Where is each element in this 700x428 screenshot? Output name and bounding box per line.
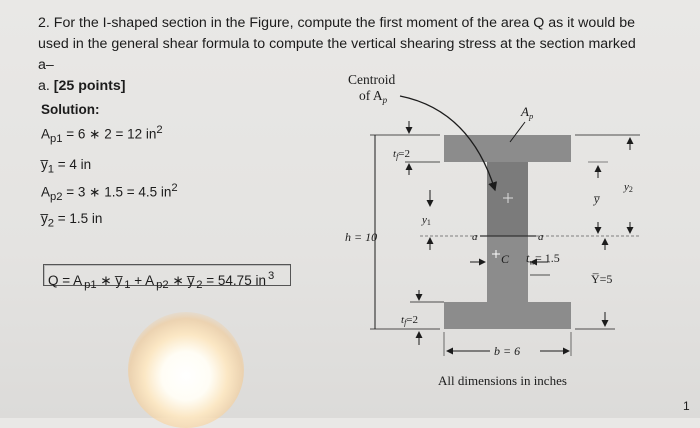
points-label: [25 points] <box>53 78 126 94</box>
dimensions-note: All dimensions in inches <box>438 373 567 388</box>
eq-ybar-2: $y̅_2 = 1.5$ in <box>41 211 103 230</box>
ybar-label: y̅ <box>594 192 600 206</box>
section-label-a-right: a <box>538 231 544 243</box>
tf-top-label: tf=2 <box>393 148 411 161</box>
y2-label: y2 <box>624 181 633 194</box>
eq-area-1: $A_{p1} = 6$ ∗ 2 = 12 $in^2$ <box>41 124 163 146</box>
section-label-a-left: a <box>472 231 478 243</box>
eq-area-2: $A_{p2} = 3$ ∗ 1.5 = 4.5 $in^2$ <box>41 182 178 204</box>
light-glare <box>128 312 244 428</box>
page-number: 1 <box>683 399 690 413</box>
centroid-of-ap: of $A_p$ <box>359 88 388 105</box>
centroid-label: Centroid <box>348 72 396 87</box>
q-result-box: Q = A $_{p1}$ ∗ y̅ $_1$ + A $_{p2}$ ∗ y̅ $_2$ = 54.75 in $^3$ <box>43 264 291 286</box>
eq-ybar-1: $y̅_1 = 4$ in <box>41 157 92 176</box>
ybar-big-label: Y̅=5 <box>591 272 613 286</box>
b-label: b = 6 <box>494 344 521 358</box>
tf-bottom-label: tf=2 <box>401 314 419 327</box>
tw-label: $t_w= 1.5$ <box>526 251 560 267</box>
h-label: h = 10 <box>345 230 378 244</box>
top-flange <box>444 135 571 162</box>
question-line-1: 2. For the I-shaped section in the Figure, compute the first moment of the area Q as it would be <box>38 15 635 31</box>
bottom-flange <box>444 302 571 329</box>
question-line-2: used in the general shear formula to compute the vertical shearing stress at the section marked a– <box>38 36 636 73</box>
centroid-c-label: C <box>501 252 510 266</box>
y1-label: y1 <box>422 214 431 227</box>
ap-label: $A_p$ <box>521 104 534 121</box>
solution-title: Solution: <box>41 102 100 117</box>
question-line-3: a. <box>38 78 54 94</box>
